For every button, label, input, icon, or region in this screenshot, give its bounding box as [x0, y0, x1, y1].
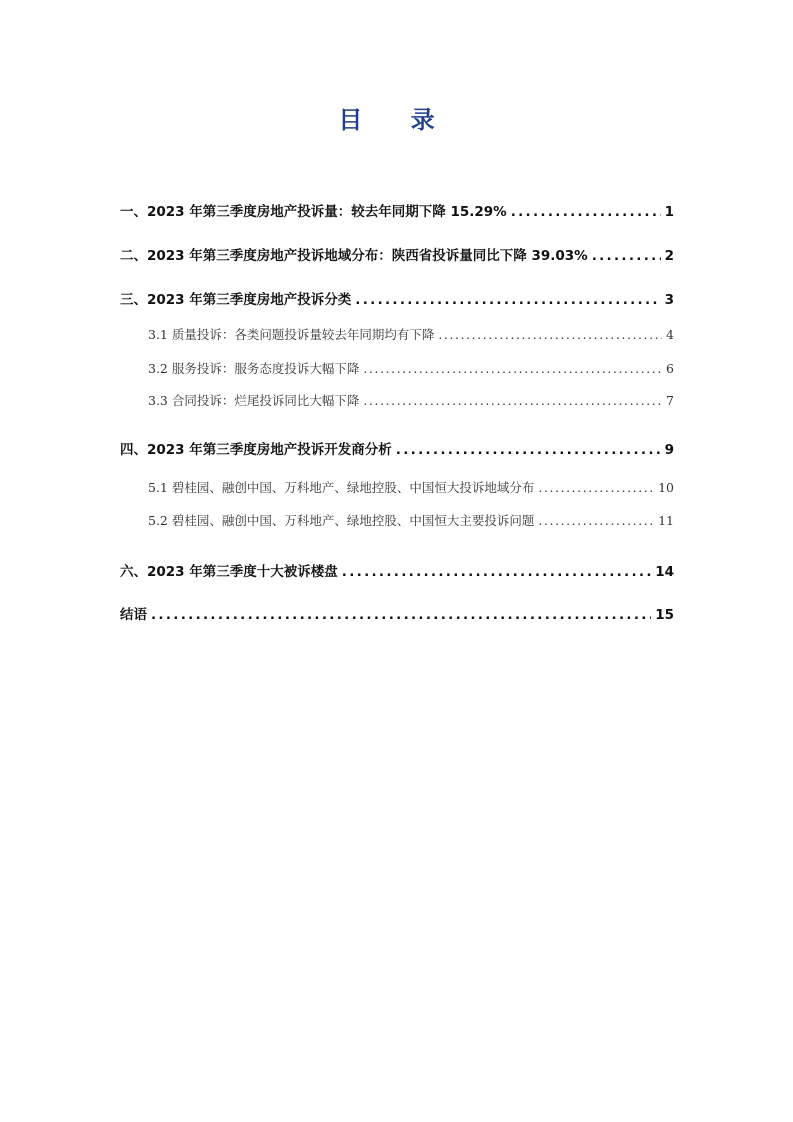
toc-entry[interactable]: [120, 560, 674, 580]
toc-entry-page: 1: [664, 204, 674, 220]
toc-leader-dots: [538, 480, 654, 495]
toc-title: 目 录: [338, 106, 455, 134]
toc-entry-page: 14: [655, 564, 674, 580]
toc-leader-dots: [538, 513, 654, 528]
toc-entry-page: 6: [666, 361, 674, 376]
toc-entry[interactable]: [120, 288, 674, 308]
toc-leader-dots: [342, 564, 651, 580]
toc-leader-dots: [438, 327, 662, 342]
toc-leader-dots: [363, 361, 662, 376]
toc-leader-dots: [355, 292, 660, 308]
toc-entry-page: 10: [658, 480, 674, 495]
toc-entry-text: 3.1 质量投诉：各类问题投诉量较去年同期均有下降: [148, 327, 435, 342]
toc-entry-text: 二、2023 年第三季度房地产投诉地域分布：陕西省投诉量同比下降 39.03%: [120, 248, 588, 264]
toc-entry-text: 5.1 碧桂园、融创中国、万科地产、绿地控股、中国恒大投诉地域分布: [148, 480, 535, 495]
toc-entry-text: 六、2023 年第三季度十大被诉楼盘: [120, 564, 338, 580]
toc-entry-page: 2: [664, 248, 674, 264]
toc-leader-dots: [511, 204, 661, 220]
toc-entry[interactable]: [120, 478, 674, 496]
toc-entry-page: 9: [664, 442, 674, 458]
toc-entry-text: 四、2023 年第三季度房地产投诉开发商分析: [120, 442, 392, 458]
toc-entry-page: 15: [655, 607, 674, 623]
toc-entry-page: 3: [664, 292, 674, 308]
toc-entry[interactable]: [120, 391, 674, 409]
toc-entry-text: 一、2023 年第三季度房地产投诉量：较去年同期下降 15.29%: [120, 204, 507, 220]
toc-entry-page: 11: [658, 513, 674, 528]
toc-leader-dots: [363, 393, 662, 408]
toc-entry[interactable]: [120, 603, 674, 623]
toc-entry[interactable]: [120, 325, 674, 343]
toc-entry-text: 结语: [120, 607, 147, 623]
toc-entry[interactable]: [120, 200, 674, 220]
toc-entry-page: 7: [666, 393, 674, 408]
toc-entry-page: 4: [666, 327, 674, 342]
toc-entry[interactable]: [120, 511, 674, 529]
toc-entry[interactable]: [120, 438, 674, 458]
toc-leader-dots: [151, 607, 651, 623]
toc-entry-text: 5.2 碧桂园、融创中国、万科地产、绿地控股、中国恒大主要投诉问题: [148, 513, 535, 528]
toc-leader-dots: [396, 442, 661, 458]
toc-entry[interactable]: [120, 244, 674, 264]
toc-entry-text: 3.2 服务投诉：服务态度投诉大幅下降: [148, 361, 360, 376]
toc-entry-text: 3.3 合同投诉：烂尾投诉同比大幅下降: [148, 393, 360, 408]
toc-leader-dots: [592, 248, 661, 264]
toc-entry[interactable]: [120, 359, 674, 377]
toc-entry-text: 三、2023 年第三季度房地产投诉分类: [120, 292, 352, 308]
